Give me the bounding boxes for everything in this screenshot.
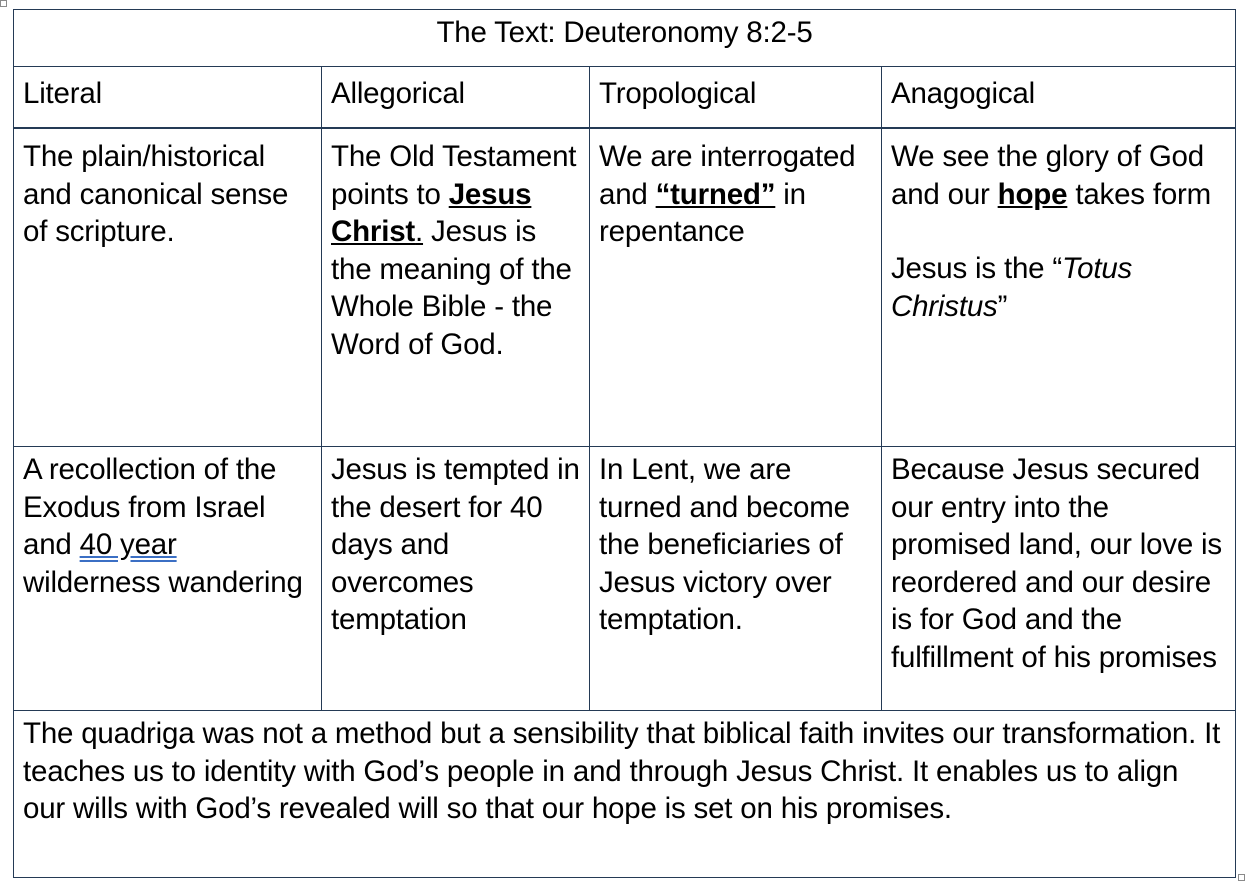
cell-text: The plain/historical and canonical sense of scripture. (23, 140, 289, 248)
table-title: The Text: Deuteronomy 8:2-5 (14, 10, 1236, 67)
cell-literal-2 (14, 447, 322, 711)
emphasis-jesus-christ: Jesus Christ (331, 177, 532, 248)
header-allegorical: Allegorical (322, 67, 590, 129)
cell-literal-1 (14, 128, 322, 447)
paragraph-gap (891, 213, 1226, 250)
cell-text: Jesus is the “ (891, 252, 1062, 285)
cell-text: ” (997, 289, 1008, 323)
cell-text: Jesus is the meaning of the Whole Bible - the Word of God. (331, 215, 572, 361)
cell-text: . (415, 215, 424, 248)
footer-note: The quadriga was not a method but a sensibility that biblical faith invites our transformation. It teaches us to identity with God’s people in and through Jesus Christ. It enables us to align our wills with God’s revealed will so that our hope is set on his promises. (14, 711, 1236, 878)
emphasis-turned: “turned” (655, 177, 776, 211)
header-tropological: Tropological (590, 67, 882, 129)
title-row (14, 10, 1236, 67)
cell-text: wilderness wandering (23, 565, 303, 599)
emphasis-hope: hope (997, 177, 1068, 211)
cell-anagogical-1 (882, 128, 1236, 447)
cell-text: We see the glory of God and our (891, 140, 1204, 211)
header-anagogical: Anagogical (882, 67, 1236, 129)
emphasis-totus-christus: Totus Christus (891, 252, 1133, 323)
cell-text: in repentance (599, 177, 806, 248)
cell-anagogical-2: Because Jesus secured our entry into the promised land, our love is reordered and our desire is for God and the fulfillment of his promises (882, 447, 1236, 711)
cell-tropological-2: In Lent, we are turned and become the beneficiaries of Jesus victory over temptation. (590, 447, 882, 711)
cell-text: The Old Testament points to (331, 140, 577, 211)
cell-tropological-1 (590, 128, 882, 447)
cell-text: We are interrogated and (599, 140, 856, 211)
table-row (14, 128, 1236, 447)
footer-row (14, 711, 1236, 878)
header-literal: Literal (14, 67, 322, 129)
cell-allegorical-1 (322, 128, 590, 447)
cell-text: A recollection of the Exodus from Israel and (23, 453, 277, 561)
grammar-flag-40-year[interactable]: 40 year (79, 528, 177, 561)
header-row (14, 67, 1236, 129)
cell-allegorical-2: Jesus is tempted in the desert for 40 days and overcomes temptation (322, 447, 590, 711)
quadriga-table (13, 9, 1236, 878)
table-resize-handle[interactable] (1238, 874, 1245, 881)
table-row (14, 447, 1236, 711)
cell-text: takes form (1067, 177, 1212, 211)
table-move-handle[interactable] (0, 0, 7, 7)
